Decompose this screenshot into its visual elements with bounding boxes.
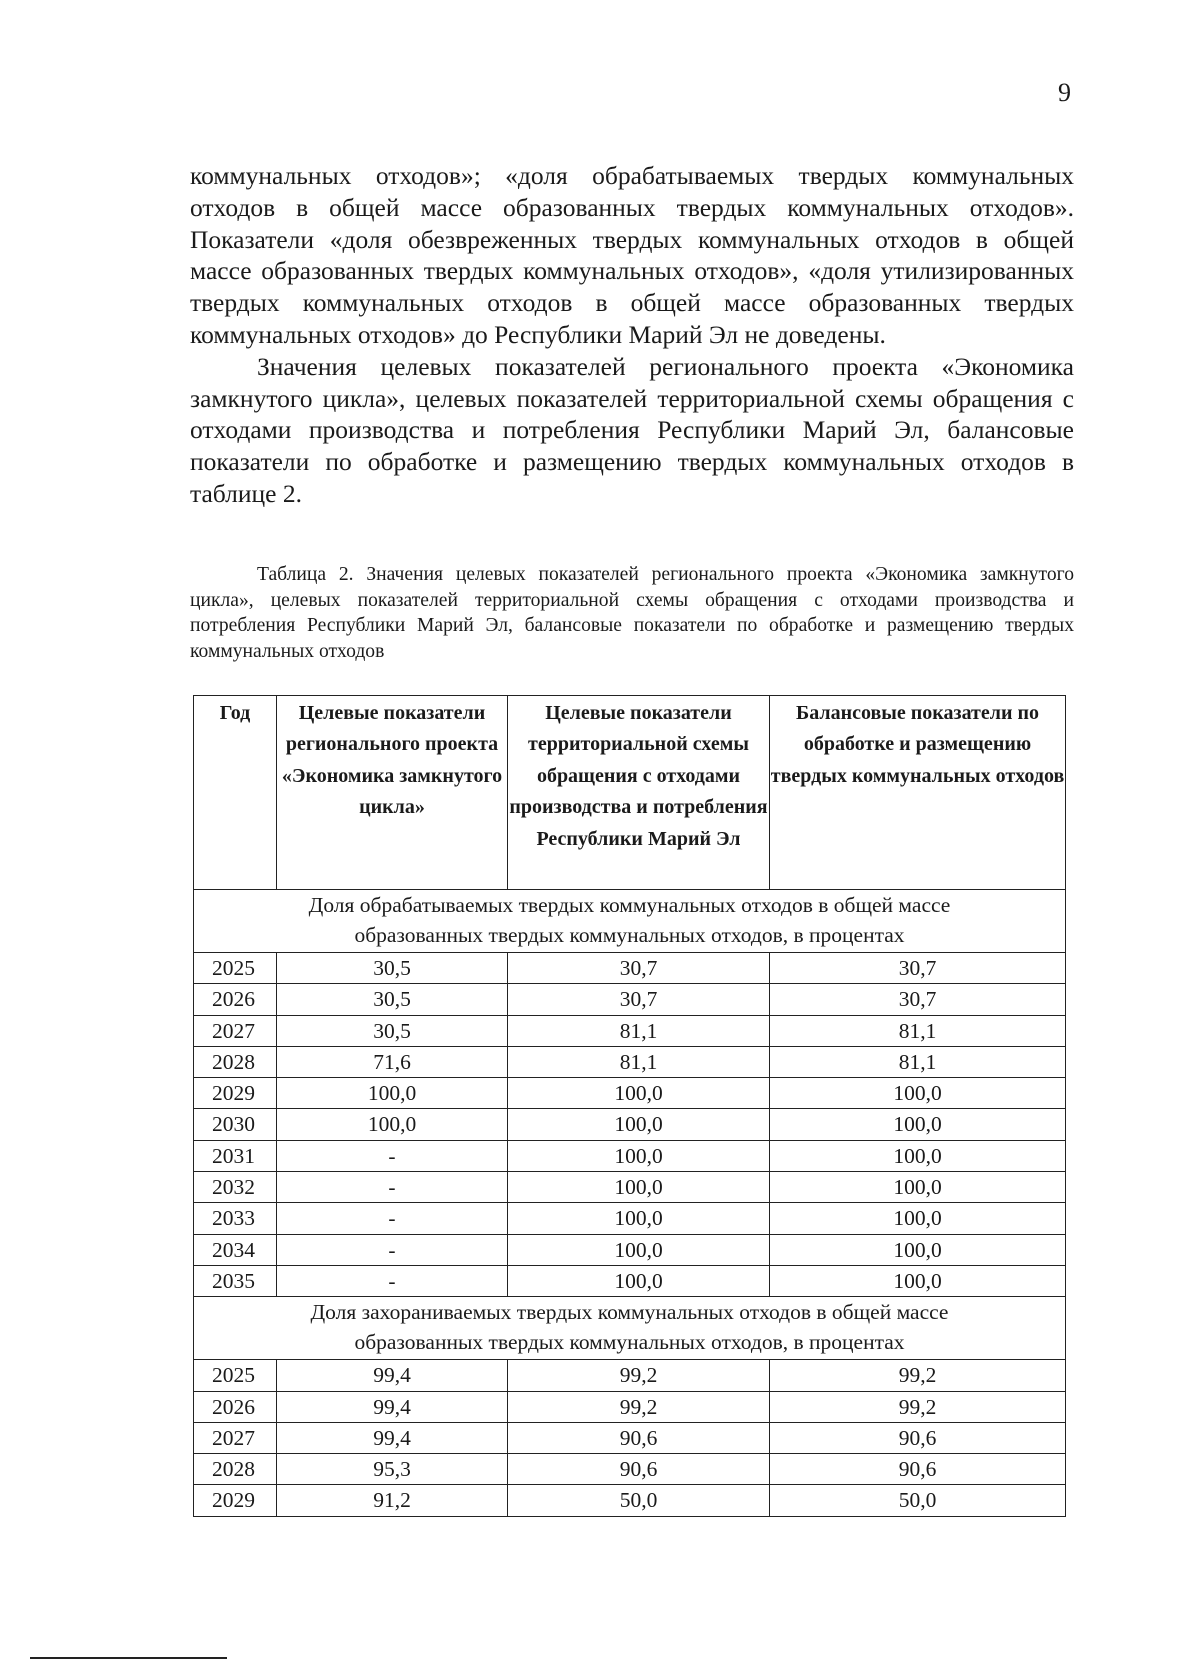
cell-balance: 30,7 — [770, 953, 1066, 984]
cell-balance: 81,1 — [770, 1015, 1066, 1046]
cell-regional-project: 30,5 — [277, 984, 508, 1015]
table-row — [194, 1360, 1066, 1391]
cell-territorial-scheme: 100,0 — [508, 1265, 770, 1296]
cell-regional-project: 99,4 — [277, 1391, 508, 1422]
cell-year: 2033 — [194, 1203, 277, 1234]
header-regional-project: Целевые показатели регионального проекта «Экономика замкнутого цикла» — [277, 696, 508, 890]
paragraph-continuation: коммунальных отходов»; «доля обрабатываемых твердых коммунальных отходов в общей массе образованных твердых коммунальных отходов». Показатели «доля обезвреженных твердых коммунальных отходов в общей массе образованных твердых коммунальных отходов», «доля утилизированных твердых коммунальных отходов в общей массе образованных твердых коммунальных отходов» до Республики Марий Эл не доведены. — [190, 161, 1074, 349]
cell-territorial-scheme: 81,1 — [508, 1015, 770, 1046]
cell-regional-project: 100,0 — [277, 1078, 508, 1109]
section-title-row — [194, 1297, 1066, 1360]
section-title: Доля захораниваемых твердых коммунальных отходов в общей массе образованных твердых коммунальных отходов, в процентах — [194, 1297, 1066, 1360]
cell-year: 2026 — [194, 984, 277, 1015]
cell-territorial-scheme: 30,7 — [508, 984, 770, 1015]
table-body — [194, 890, 1066, 1517]
cell-year: 2025 — [194, 1360, 277, 1391]
table-row — [194, 1172, 1066, 1203]
cell-year: 2029 — [194, 1485, 277, 1516]
cell-balance: 100,0 — [770, 1234, 1066, 1265]
header-balance-indicators: Балансовые показатели по обработке и размещению твердых коммунальных отходов — [770, 696, 1066, 890]
cell-territorial-scheme: 99,2 — [508, 1360, 770, 1391]
cell-territorial-scheme: 100,0 — [508, 1109, 770, 1140]
cell-regional-project: 30,5 — [277, 1015, 508, 1046]
cell-balance: 100,0 — [770, 1078, 1066, 1109]
section-title-row — [194, 890, 1066, 953]
page-number: 9 — [1058, 78, 1071, 107]
table-row — [194, 1265, 1066, 1296]
cell-regional-project: - — [277, 1203, 508, 1234]
cell-territorial-scheme: 90,6 — [508, 1454, 770, 1485]
cell-regional-project: 99,4 — [277, 1360, 508, 1391]
indicators-table — [193, 695, 1066, 1517]
cell-balance: 100,0 — [770, 1203, 1066, 1234]
cell-year: 2025 — [194, 953, 277, 984]
cell-regional-project: 91,2 — [277, 1485, 508, 1516]
cell-territorial-scheme: 30,7 — [508, 953, 770, 984]
cell-regional-project: - — [277, 1172, 508, 1203]
section-title: Доля обрабатываемых твердых коммунальных отходов в общей массе образованных твердых коммунальных отходов, в процентах — [194, 890, 1066, 953]
cell-regional-project: 99,4 — [277, 1422, 508, 1453]
table-caption: Таблица 2. Значения целевых показателей регионального проекта «Экономика замкнутого цикла», целевых показателей территориальной схемы обращения с отходами производства и потребления Республики Марий Эл, балансовые показатели по обработке и размещению твердых коммунальных отходов — [190, 564, 1074, 662]
cell-year: 2026 — [194, 1391, 277, 1422]
table-row — [194, 1454, 1066, 1485]
cell-balance: 100,0 — [770, 1172, 1066, 1203]
cell-balance: 100,0 — [770, 1140, 1066, 1171]
table-row — [194, 1015, 1066, 1046]
cell-regional-project: 100,0 — [277, 1109, 508, 1140]
table-row — [194, 1422, 1066, 1453]
body-text — [190, 160, 1074, 510]
table-row — [194, 953, 1066, 984]
table-row — [194, 1391, 1066, 1422]
cell-territorial-scheme: 100,0 — [508, 1172, 770, 1203]
cell-territorial-scheme: 100,0 — [508, 1140, 770, 1171]
cell-year: 2034 — [194, 1234, 277, 1265]
cell-territorial-scheme: 50,0 — [508, 1485, 770, 1516]
cell-balance: 30,7 — [770, 984, 1066, 1015]
cell-year: 2028 — [194, 1046, 277, 1077]
cell-year: 2027 — [194, 1015, 277, 1046]
header-territorial-scheme: Целевые показатели территориальной схемы обращения с отходами производства и потребления Республики Марий Эл — [508, 696, 770, 890]
cell-regional-project: 30,5 — [277, 953, 508, 984]
cell-territorial-scheme: 90,6 — [508, 1422, 770, 1453]
cell-balance: 100,0 — [770, 1109, 1066, 1140]
cell-year: 2032 — [194, 1172, 277, 1203]
cell-year: 2030 — [194, 1109, 277, 1140]
cell-territorial-scheme: 99,2 — [508, 1391, 770, 1422]
cell-balance: 100,0 — [770, 1265, 1066, 1296]
cell-balance: 99,2 — [770, 1391, 1066, 1422]
footnote-rule — [30, 1657, 227, 1659]
cell-year: 2028 — [194, 1454, 277, 1485]
cell-regional-project: - — [277, 1140, 508, 1171]
cell-regional-project: - — [277, 1234, 508, 1265]
cell-balance: 90,6 — [770, 1422, 1066, 1453]
cell-balance: 99,2 — [770, 1360, 1066, 1391]
cell-regional-project: - — [277, 1265, 508, 1296]
cell-territorial-scheme: 100,0 — [508, 1078, 770, 1109]
cell-regional-project: 95,3 — [277, 1454, 508, 1485]
table-row — [194, 1109, 1066, 1140]
cell-year: 2035 — [194, 1265, 277, 1296]
cell-regional-project: 71,6 — [277, 1046, 508, 1077]
table-row — [194, 1203, 1066, 1234]
paragraph-table-intro: Значения целевых показателей регионального проекта «Экономика замкнутого цикла», целевых показателей территориальной схемы обращения с отходами производства и потребления Республики Марий Эл, балансовые показатели по обработке и размещению твердых коммунальных отходов в таблице 2. — [190, 351, 1074, 508]
cell-territorial-scheme: 100,0 — [508, 1234, 770, 1265]
table-header-row — [194, 696, 1066, 890]
cell-balance: 81,1 — [770, 1046, 1066, 1077]
cell-balance: 90,6 — [770, 1454, 1066, 1485]
cell-year: 2031 — [194, 1140, 277, 1171]
cell-territorial-scheme: 81,1 — [508, 1046, 770, 1077]
table-row — [194, 1485, 1066, 1516]
cell-year: 2027 — [194, 1422, 277, 1453]
header-year: Год — [194, 696, 277, 890]
cell-year: 2029 — [194, 1078, 277, 1109]
table-row — [194, 1078, 1066, 1109]
cell-balance: 50,0 — [770, 1485, 1066, 1516]
table-row — [194, 1234, 1066, 1265]
cell-territorial-scheme: 100,0 — [508, 1203, 770, 1234]
table-row — [194, 984, 1066, 1015]
table-row — [194, 1046, 1066, 1077]
table-row — [194, 1140, 1066, 1171]
